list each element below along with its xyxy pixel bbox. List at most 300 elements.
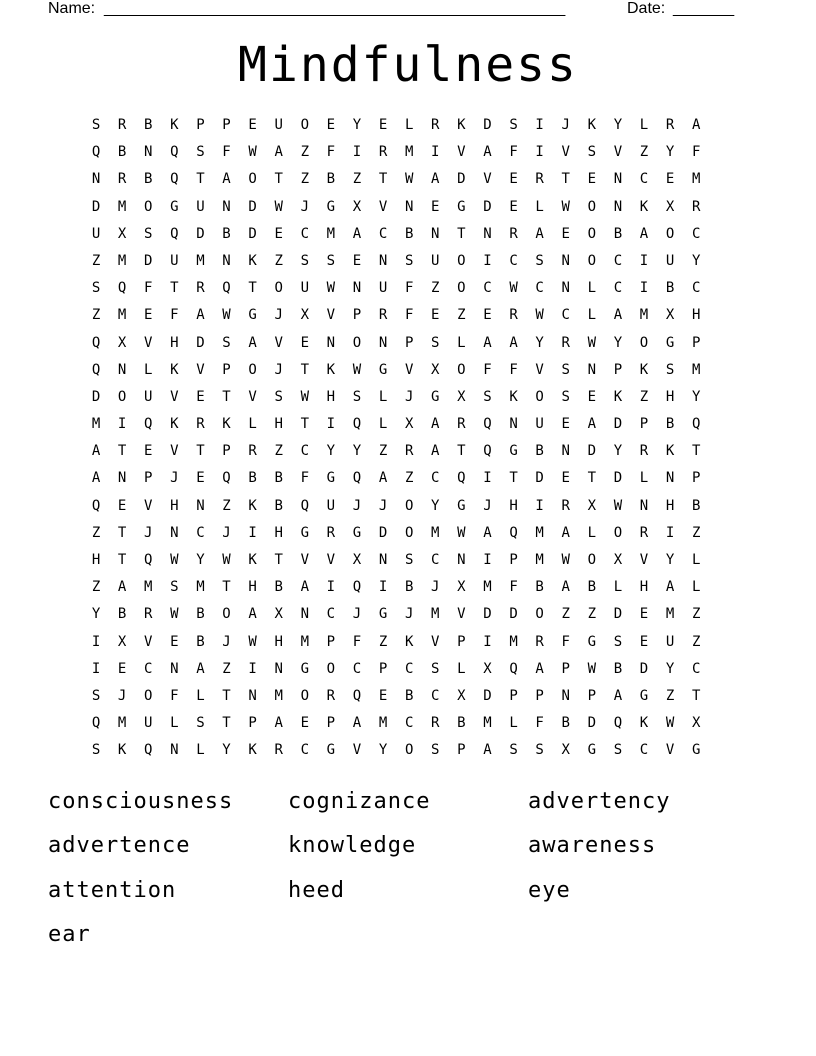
grid-letter: Q — [483, 416, 492, 433]
grid-letter: R — [431, 117, 440, 133]
grid-letter: A — [117, 579, 127, 596]
grid-letter: C — [300, 225, 310, 242]
grid-letter: F — [404, 307, 414, 324]
grid-letter: C — [431, 470, 440, 487]
grid-letter: Q — [144, 552, 153, 568]
grid-letter: H — [91, 552, 101, 568]
grid-letter: V — [144, 633, 153, 650]
grid-letter: E — [144, 443, 153, 460]
grid-letter: A — [483, 742, 492, 759]
grid-letter: G — [378, 606, 388, 623]
grid-letter: G — [326, 742, 336, 759]
grid-letter: F — [300, 470, 310, 487]
grid-letter: E — [352, 252, 362, 269]
grid-letter: C — [639, 171, 649, 188]
grid-letter: T — [691, 443, 701, 460]
grid-letter: Q — [509, 524, 518, 541]
grid-letter: M — [91, 416, 101, 433]
grid-letter: Y — [196, 552, 205, 568]
grid-letter: W — [248, 633, 257, 650]
grid-letter: N — [561, 687, 570, 704]
grid-letter: D — [613, 606, 623, 623]
grid-letter: X — [117, 334, 127, 351]
grid-letter: R — [457, 416, 466, 433]
grid-letter: M — [144, 579, 153, 596]
grid-letter: Y — [535, 334, 544, 351]
grid-letter: D — [613, 416, 623, 433]
grid-letter: N — [222, 252, 231, 269]
grid-letter: B — [196, 606, 205, 623]
grid-letter: A — [431, 416, 440, 433]
grid-letter: F — [222, 144, 231, 161]
grid-letter: A — [91, 443, 101, 460]
grid-row — [83, 683, 733, 710]
grid-letter: O — [300, 117, 310, 133]
grid-letter: R — [196, 416, 205, 433]
grid-letter: W — [248, 144, 257, 161]
grid-letter: L — [404, 117, 414, 133]
grid-letter: B — [222, 225, 231, 242]
grid-letter: Z — [378, 443, 388, 460]
grid-letter: E — [117, 660, 127, 677]
grid-letter: V — [326, 307, 336, 324]
grid-letter: K — [326, 361, 336, 378]
grid-letter: E — [639, 606, 649, 623]
grid-letter: B — [117, 606, 127, 623]
grid-letter: I — [431, 144, 440, 161]
grid-letter: Q — [91, 334, 101, 351]
grid-letter: P — [509, 552, 518, 568]
grid-letter: W — [561, 552, 570, 568]
grid-letter: R — [561, 497, 570, 514]
grid-letter: T — [509, 470, 518, 487]
grid-letter: E — [587, 388, 597, 405]
grid-letter: W — [587, 660, 597, 677]
grid-letter: E — [639, 633, 649, 650]
grid-letter: S — [91, 687, 101, 704]
grid-letter: T — [300, 416, 310, 433]
grid-letter: O — [326, 660, 336, 677]
grid-letter: D — [535, 470, 544, 487]
grid-letter: J — [144, 524, 153, 541]
grid-row — [83, 465, 733, 492]
grid-row — [83, 629, 733, 656]
grid-letter: Z — [222, 497, 231, 514]
grid-letter: F — [561, 633, 570, 650]
grid-letter: Y — [613, 334, 623, 351]
grid-letter: R — [404, 443, 414, 460]
grid-letter: L — [196, 687, 205, 704]
grid-letter: H — [691, 307, 701, 324]
grid-letter: Z — [378, 633, 388, 650]
grid-letter: L — [613, 579, 623, 596]
grid-letter: M — [117, 715, 127, 732]
grid-letter: L — [509, 715, 518, 732]
grid-letter: S — [509, 117, 518, 133]
grid-letter: F — [483, 361, 492, 378]
grid-letter: R — [248, 443, 257, 460]
grid-letter: I — [483, 252, 492, 269]
grid-letter: W — [457, 524, 466, 541]
grid-letter: B — [613, 225, 623, 242]
grid-letter: H — [170, 497, 179, 514]
grid-letter: S — [170, 579, 179, 596]
grid-letter: D — [587, 443, 597, 460]
grid-letter: T — [561, 171, 570, 188]
grid-letter: U — [665, 633, 675, 650]
grid-letter: J — [274, 361, 283, 378]
grid-letter: T — [222, 687, 231, 704]
grid-letter: C — [196, 524, 205, 541]
grid-letter: A — [352, 715, 362, 732]
grid-letter: P — [509, 687, 518, 704]
grid-letter: Y — [613, 117, 623, 133]
grid-letter: T — [457, 225, 466, 242]
grid-letter: E — [378, 117, 388, 133]
grid-letter: J — [222, 633, 231, 650]
grid-letter: T — [300, 361, 310, 378]
grid-letter: B — [144, 117, 153, 133]
grid-letter: W — [509, 280, 518, 297]
grid-letter: I — [326, 579, 336, 596]
grid-letter: X — [665, 198, 675, 215]
grid-letter: Q — [91, 361, 101, 378]
grid-letter: X — [300, 307, 310, 324]
grid-letter: G — [639, 687, 649, 704]
grid-letter: C — [483, 280, 492, 297]
grid-row — [83, 438, 733, 465]
grid-letter: C — [691, 225, 701, 242]
grid-letter: L — [691, 579, 701, 596]
grid-letter: L — [457, 334, 466, 351]
grid-letter: M — [378, 715, 388, 732]
grid-letter: V — [196, 361, 205, 378]
grid-letter: B — [535, 443, 544, 460]
grid-letter: I — [117, 416, 127, 433]
grid-letter: M — [326, 225, 336, 242]
grid-letter: R — [639, 443, 649, 460]
grid-letter: G — [431, 388, 440, 405]
grid-letter: O — [587, 198, 597, 215]
grid-letter: T — [691, 687, 701, 704]
grid-letter: V — [352, 742, 362, 759]
grid-letter: D — [91, 198, 101, 215]
grid-letter: M — [404, 144, 414, 161]
date-label: Date: — [627, 0, 666, 17]
grid-row — [83, 139, 733, 166]
grid-letter: G — [457, 198, 466, 215]
grid-letter: Z — [587, 606, 597, 623]
grid-letter: E — [144, 307, 153, 324]
grid-letter: N — [144, 144, 153, 161]
grid-letter: V — [170, 388, 179, 405]
grid-letter: P — [457, 633, 466, 650]
grid-letter: D — [196, 225, 205, 242]
grid-letter: W — [222, 307, 231, 324]
grid-letter: P — [639, 416, 649, 433]
grid-letter: Q — [509, 660, 518, 677]
grid-letter: M — [483, 579, 492, 596]
grid-letter: X — [117, 225, 127, 242]
grid-letter: R — [535, 171, 544, 188]
grid-letter: Q — [170, 171, 179, 188]
grid-letter: A — [196, 307, 205, 324]
grid-letter: G — [300, 660, 310, 677]
grid-letter: X — [117, 633, 127, 650]
grid-letter: U — [535, 416, 544, 433]
grid-letter: F — [170, 307, 179, 324]
grid-letter: F — [509, 579, 518, 596]
grid-letter: B — [535, 579, 544, 596]
grid-row — [83, 384, 733, 411]
grid-letter: B — [326, 171, 336, 188]
grid-letter: E — [509, 198, 518, 215]
grid-letter: X — [457, 687, 466, 704]
grid-letter: J — [483, 497, 492, 514]
grid-letter: B — [665, 416, 675, 433]
grid-letter: I — [639, 280, 649, 297]
grid-row — [83, 601, 733, 628]
grid-letter: Q — [144, 742, 153, 759]
letter-grid — [83, 112, 733, 765]
grid-letter: S — [431, 742, 440, 759]
grid-letter: A — [665, 579, 675, 596]
grid-letter: S — [561, 361, 570, 378]
grid-letter: Q — [483, 443, 492, 460]
grid-letter: W — [326, 280, 336, 297]
grid-letter: B — [404, 579, 414, 596]
grid-letter: J — [300, 198, 310, 215]
grid-row — [83, 493, 733, 520]
grid-letter: E — [561, 416, 570, 433]
grid-letter: I — [91, 633, 101, 650]
grid-letter: S — [196, 715, 205, 732]
grid-letter: O — [587, 252, 597, 269]
grid-letter: M — [196, 579, 205, 596]
grid-letter: E — [561, 225, 570, 242]
grid-letter: P — [144, 470, 153, 487]
grid-letter: T — [117, 443, 127, 460]
grid-letter: E — [248, 117, 257, 133]
grid-row — [83, 166, 733, 193]
grid-letter: O — [457, 361, 466, 378]
grid-letter: P — [352, 307, 362, 324]
grid-letter: A — [691, 117, 701, 133]
grid-letter: R — [378, 144, 388, 161]
grid-letter: N — [613, 171, 623, 188]
grid-letter: J — [404, 606, 414, 623]
grid-letter: O — [404, 742, 414, 759]
grid-letter: X — [483, 660, 492, 677]
grid-letter: N — [378, 552, 388, 568]
grid-letter: D — [91, 388, 101, 405]
grid-letter: Q — [613, 715, 623, 732]
grid-letter: Y — [665, 144, 675, 161]
grid-letter: B — [404, 225, 414, 242]
grid-letter: C — [691, 280, 701, 297]
grid-letter: L — [378, 416, 388, 433]
grid-letter: L — [639, 117, 649, 133]
grid-letter: M — [665, 606, 675, 623]
grid-letter: D — [196, 334, 205, 351]
grid-letter: H — [665, 497, 675, 514]
grid-letter: D — [613, 470, 623, 487]
grid-letter: Z — [222, 660, 231, 677]
grid-letter: C — [144, 660, 153, 677]
grid-letter: T — [248, 280, 257, 297]
grid-letter: O — [352, 334, 362, 351]
grid-row — [83, 574, 733, 601]
grid-letter: Y — [352, 443, 362, 460]
grid-letter: N — [483, 225, 492, 242]
grid-letter: X — [457, 388, 466, 405]
grid-letter: C — [691, 660, 701, 677]
grid-letter: S — [587, 144, 597, 161]
grid-letter: J — [274, 307, 283, 324]
grid-letter: O — [274, 280, 283, 297]
grid-letter: P — [378, 660, 388, 677]
grid-letter: Z — [352, 171, 362, 188]
grid-letter: C — [613, 280, 623, 297]
grid-letter: O — [587, 225, 597, 242]
grid-letter: K — [170, 117, 179, 133]
grid-letter: P — [404, 334, 414, 351]
grid-letter: N — [378, 334, 388, 351]
grid-letter: N — [561, 443, 570, 460]
grid-letter: N — [117, 470, 127, 487]
grid-letter: P — [326, 715, 336, 732]
grid-letter: O — [404, 524, 414, 541]
grid-letter: W — [170, 552, 179, 568]
grid-letter: I — [248, 660, 257, 677]
grid-letter: A — [196, 660, 205, 677]
grid-letter: D — [483, 198, 492, 215]
grid-letter: L — [587, 524, 597, 541]
grid-letter: G — [326, 470, 336, 487]
grid-letter: D — [457, 171, 466, 188]
grid-letter: P — [587, 687, 597, 704]
grid-letter: D — [483, 606, 492, 623]
grid-letter: A — [274, 144, 283, 161]
grid-letter: R — [431, 715, 440, 732]
grid-letter: Y — [431, 497, 440, 514]
grid-letter: R — [639, 524, 649, 541]
grid-letter: Z — [665, 687, 675, 704]
grid-letter: M — [117, 198, 127, 215]
grid-letter: U — [300, 280, 310, 297]
grid-letter: G — [352, 524, 362, 541]
grid-letter: N — [91, 171, 101, 188]
word-list-item: advertence — [48, 833, 191, 859]
grid-letter: E — [561, 470, 570, 487]
word-list-item: consciousness — [48, 789, 234, 814]
grid-letter: I — [639, 252, 649, 269]
grid-letter: S — [509, 742, 518, 759]
grid-letter: N — [117, 361, 127, 378]
grid-letter: U — [170, 252, 179, 269]
grid-letter: Q — [222, 280, 231, 297]
grid-row — [83, 194, 733, 221]
grid-letter: I — [378, 579, 388, 596]
grid-letter: G — [587, 742, 597, 759]
grid-letter: O — [535, 388, 544, 405]
grid-letter: I — [535, 144, 544, 161]
grid-letter: Z — [431, 280, 440, 297]
grid-letter: G — [170, 198, 179, 215]
grid-letter: U — [378, 280, 388, 297]
grid-letter: S — [665, 361, 675, 378]
grid-letter: K — [170, 416, 179, 433]
grid-letter: G — [248, 307, 257, 324]
grid-letter: Q — [91, 715, 101, 732]
grid-letter: W — [170, 606, 179, 623]
grid-letter: M — [431, 606, 440, 623]
grid-letter: E — [170, 633, 179, 650]
grid-letter: N — [665, 470, 675, 487]
grid-letter: O — [587, 552, 597, 568]
grid-letter: R — [117, 117, 127, 133]
grid-letter: S — [274, 388, 283, 405]
grid-letter: R — [535, 633, 544, 650]
grid-letter: O — [404, 497, 414, 514]
grid-letter: A — [248, 334, 257, 351]
grid-letter: S — [144, 225, 153, 242]
grid-letter: S — [326, 252, 336, 269]
grid-letter: R — [691, 198, 701, 215]
grid-letter: S — [431, 660, 440, 677]
grid-letter: C — [431, 552, 440, 568]
grid-letter: N — [587, 361, 597, 378]
grid-letter: V — [483, 171, 492, 188]
grid-letter: E — [196, 388, 205, 405]
grid-letter: U — [144, 715, 153, 732]
grid-letter: M — [117, 307, 127, 324]
grid-letter: C — [431, 687, 440, 704]
grid-letter: H — [639, 579, 649, 596]
grid-letter: P — [691, 334, 701, 351]
grid-letter: L — [457, 660, 466, 677]
grid-letter: X — [352, 552, 362, 568]
grid-letter: V — [431, 633, 440, 650]
grid-letter: A — [613, 307, 623, 324]
grid-letter: V — [457, 144, 466, 161]
grid-letter: R — [509, 225, 518, 242]
grid-letter: P — [561, 660, 570, 677]
grid-letter: O — [248, 171, 257, 188]
grid-letter: V — [535, 361, 544, 378]
grid-letter: J — [170, 470, 179, 487]
grid-letter: A — [483, 334, 492, 351]
grid-letter: A — [274, 715, 283, 732]
grid-letter: W — [300, 388, 310, 405]
grid-letter: J — [561, 117, 570, 133]
grid-letter: O — [144, 687, 153, 704]
grid-letter: P — [691, 470, 701, 487]
grid-letter: T — [170, 280, 179, 297]
grid-letter: B — [691, 497, 701, 514]
grid-letter: A — [639, 225, 649, 242]
grid-letter: X — [431, 361, 440, 378]
grid-letter: P — [326, 633, 336, 650]
grid-letter: I — [483, 633, 492, 650]
grid-letter: G — [300, 524, 310, 541]
grid-letter: L — [144, 361, 153, 378]
grid-letter: Y — [352, 117, 362, 133]
grid-row — [83, 330, 733, 357]
grid-letter: V — [404, 361, 414, 378]
grid-letter: K — [509, 388, 518, 405]
grid-letter: Y — [691, 252, 701, 269]
